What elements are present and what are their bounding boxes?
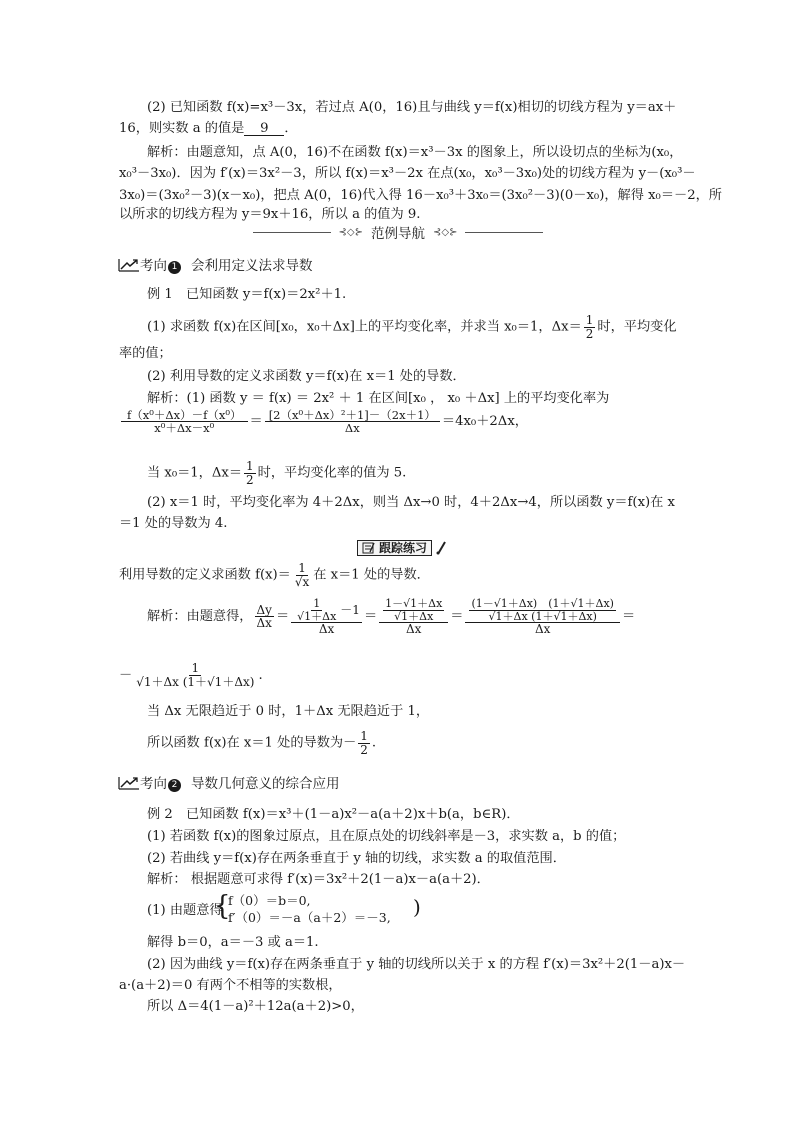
equation-result: ＝4x₀＋2Δx， (441, 413, 528, 429)
section2-number-badge: 2 (168, 779, 181, 792)
avg-rate-fraction (121, 409, 248, 434)
track-practice-banner (357, 539, 447, 557)
frac-num: (1－√1＋Δx) (1＋√1＋Δx) (471, 597, 614, 610)
notebook-icon (362, 542, 376, 554)
divider-ornament-left: ⊰◇⊱ (338, 226, 363, 238)
frac-num (465, 598, 619, 623)
frac-num: 1－√1＋Δx (385, 597, 443, 610)
frac-den: 2 (585, 326, 594, 341)
example2-sol1-label: (1) 由题意得 (147, 903, 223, 918)
section1-number-badge: 1 (168, 261, 181, 274)
practice-q-text: 利用导数的定义求函数 f(x)＝ (119, 567, 291, 583)
example1-q1-text: (1) 求函数 f(x)在区间[x₀，x₀＋Δx]上的平均变化率，并求当 x₀＝1，Δx＝ (147, 319, 582, 335)
system-brace: { (214, 890, 231, 922)
frac-num: 1 (246, 459, 254, 473)
example1-sol-equation (119, 409, 528, 434)
sol-line3-text: 当 x₀＝1，Δx＝ (147, 465, 243, 481)
track-practice-label: 跟踪练习 (379, 541, 428, 555)
equals-sign: ＝ (275, 609, 290, 625)
example2-sol1-result: 解得 b＝0，a＝－3 或 a＝1. (147, 935, 319, 950)
example1-sol-line4: (2) x＝1 时，平均变化率为 4＋2Δx，则当 Δx→0 时，4＋2Δx→4，所以函数 y＝f(x)在 x (147, 495, 675, 510)
example1-sol-line1: 解析：(1) 函数 y ＝ f(x) ＝ 2x² ＋ 1 在区间[x₀ ， x₀ ＋Δx] 上的平均变化率为 (147, 391, 610, 406)
fraction-one-half (358, 730, 370, 756)
minus-one: －1 (340, 602, 360, 617)
practice-sol-label: 解析：由题意得， (147, 609, 253, 625)
frac-den: √1＋Δx (1＋√1＋Δx) (488, 609, 597, 623)
solution2-line4: 以所求的切线方程为 y＝9x＋16，所以 a 的值为 9. (119, 207, 421, 222)
frac-den: √1＋Δx (297, 609, 337, 623)
example2-q1: (1) 若函数 f(x)的图象过原点，且在原点处的切线斜率是－3，求实数 a，b 的值； (147, 829, 626, 844)
section1-header (118, 258, 313, 275)
example2-q2: (2) 若曲线 y＝f(x)存在两条垂直于 y 轴的切线，求实数 a 的取值范围． (147, 851, 566, 866)
system-eq1: f（0）＝b＝0, (228, 893, 311, 908)
frac-num: 1 (313, 597, 321, 610)
frac-den: Δx (405, 622, 422, 637)
practice-result-text: 所以函数 f(x)在 x＝1 处的导数为－ (147, 735, 357, 751)
frac-num: 1 (191, 661, 200, 675)
frac-den: √1＋Δx (394, 609, 434, 623)
example2-sol2-line1: (2) 因为曲线 y＝f(x)存在两条垂直于 y 轴的切线所以关于 x 的方程 f′(x)＝3x²＋2(1－a)x－ (147, 957, 686, 972)
track-practice-box (357, 540, 432, 556)
period: . (258, 667, 263, 683)
example1-title: 例 1 已知函数 y＝f(x)＝2x²＋1. (147, 287, 347, 302)
dy-over-dx (255, 604, 274, 630)
practice-limit: 当 Δx 无限趋近于 0 时，1＋Δx 无限趋近于 1， (147, 704, 430, 719)
section1-title: 会利用定义法求导数 (191, 258, 313, 274)
solution2-line2: x₀³－3x₀)．因为 f′(x)＝3x²－3，所以 f(x)＝x³－2x 在点(x₀，x₀³－3x₀)处的切线方程为 y－(x₀³－ (119, 166, 696, 181)
frac-den: Δx (344, 421, 360, 436)
frac-num (291, 598, 362, 623)
system-eq2: f′（0）＝－a（a＋2）＝－3, (228, 910, 391, 925)
equals-sign: ＝ (621, 609, 636, 625)
pencil-icon (435, 541, 447, 555)
minus-sign: － (119, 667, 133, 683)
fraction-one-half (244, 460, 256, 486)
inner-fraction (383, 598, 444, 622)
frac-den: Δx (534, 622, 551, 637)
equals-sign: ＝ (249, 413, 263, 429)
system-close-paren: ) (413, 895, 421, 919)
section-divider (253, 224, 543, 240)
example1-q1-line2: 率的值； (119, 346, 172, 361)
frac-num: [2（x⁰＋Δx）²＋1]－（2x＋1） (265, 409, 440, 422)
frac-den: 2 (246, 472, 254, 487)
example2-title: 例 2 已知函数 f(x)＝x³＋(1－a)x²－a(a＋2)x＋b(a，b∈R)． (147, 807, 520, 822)
frac-num: 1 (360, 729, 368, 743)
compound-fraction-1 (291, 598, 362, 636)
section2-label: 考向 (140, 776, 167, 792)
trend-arrow-icon (118, 776, 140, 791)
equals-sign: ＝ (450, 609, 464, 625)
practice-q-tail: 在 x＝1 处的导数． (313, 567, 430, 583)
example1-sol-line5: ＝1 处的导数为 4. (119, 516, 228, 531)
frac-den: x⁰＋Δx－x⁰ (154, 421, 215, 436)
answer-blank: 9 (244, 122, 284, 136)
example1-q1-tail: 时，平均变化 (597, 319, 677, 335)
divider-title: 范例导航 (371, 226, 425, 242)
frac-den: √x (294, 574, 310, 589)
example2-sol-intro: 解析： 根据题意可求得 f′(x)＝3x²＋2(1－a)x－a(a＋2)． (147, 872, 490, 887)
fraction-one-over-sqrt-x (293, 562, 311, 588)
frac-num: Δy (256, 602, 272, 617)
practice-final (119, 662, 263, 688)
divider-rule-left (253, 232, 331, 233)
frac-den: Δx (318, 622, 335, 637)
example1-q2: (2) 利用导数的定义求函数 y＝f(x)在 x＝1 处的导数． (147, 369, 466, 384)
frac-den: Δx (256, 616, 272, 631)
inner-fraction (295, 598, 338, 622)
divider-ornament-right: ⊰◇⊱ (433, 226, 458, 238)
equals-sign: ＝ (363, 609, 378, 625)
solution2-line1: 解析：由题意知，点 A(0，16)不在函数 f(x)＝x³－3x 的图象上，所以设切点的坐标为(x₀， (147, 145, 683, 160)
example1-q1 (147, 314, 677, 340)
example2-sol2-line2: a·(a＋2)＝0 有两个不相等的实数根， (119, 978, 342, 993)
section2-header (118, 776, 340, 793)
problem2-line1: (2) 已知函数 f(x)=x³－3x，若过点 A(0，16)且与曲线 y＝f(x)相切的切线方程为 y＝ax＋ (147, 100, 677, 115)
problem2-line2 (119, 121, 298, 136)
frac-num: 1 (585, 313, 594, 327)
frac-den: √1＋Δx (1＋√1＋Δx) (136, 674, 255, 689)
fraction-one-half (584, 314, 596, 340)
trend-arrow-icon (118, 258, 140, 273)
example1-sol-line3 (147, 460, 406, 486)
problem2-period: ． (284, 121, 298, 136)
practice-derivation (147, 598, 635, 636)
solution2-line3: 3x₀)＝(3x₀²－3)(x－x₀)，把点 A(0，16)代入得 16－x₀³＋3x₀＝(3x₀²－3)(0－x₀)，解得 x₀＝－2，所 (119, 188, 722, 203)
example2-sol2-line3: 所以 Δ＝4(1－a)²＋12a(a＋2)>0， (147, 999, 364, 1014)
frac-num (379, 598, 448, 623)
practice-question (119, 562, 430, 588)
frac-num: 1 (298, 561, 306, 575)
compound-fraction-2 (379, 598, 448, 636)
section2-title: 导数几何意义的综合应用 (191, 776, 340, 792)
period: . (371, 735, 377, 751)
compound-fraction-3 (465, 598, 619, 636)
section1-label: 考向 (140, 258, 167, 274)
expanded-fraction (265, 409, 440, 434)
divider-rule-right (465, 232, 543, 233)
frac-den: 2 (360, 742, 368, 757)
problem2-text: 16，则实数 a 的值是 (119, 121, 245, 136)
sol-line3-tail: 时，平均变化率的值为 5. (257, 465, 407, 481)
frac-num: f（x⁰＋Δx）－f（x⁰） (121, 409, 248, 422)
practice-result (147, 730, 376, 756)
inner-fraction (469, 598, 615, 622)
final-fraction (134, 662, 256, 688)
